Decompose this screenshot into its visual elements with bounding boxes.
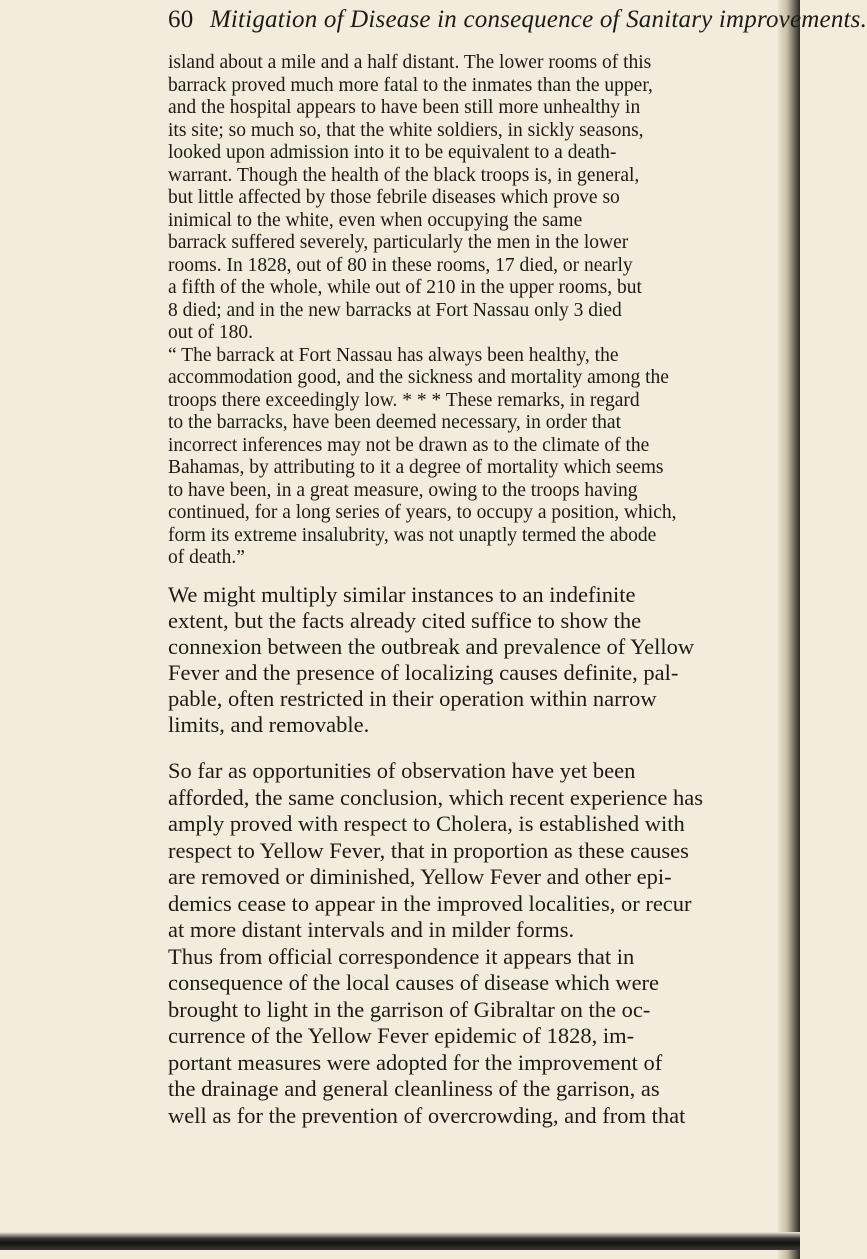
running-title: Mitigation of Disease in consequence of Sanitary improvements. <box>209 6 867 33</box>
text-line: afforded, the same conclusion, which recent experience has <box>168 784 703 810</box>
text-line: at more distant intervals and in milder forms. <box>168 917 575 942</box>
text-line: limits, and removable. <box>168 712 370 737</box>
text-line: demics cease to appear in the improved localities, or recur <box>168 890 692 916</box>
text-line: rooms. In 1828, out of 80 in these rooms, 17 died, or nearly <box>168 254 633 276</box>
text-line: well as for the prevention of overcrowding, and from that <box>168 1102 686 1128</box>
text-line: island about a mile and a half distant. The lower rooms of this <box>168 52 652 73</box>
text-line: So far as opportunities of observation have yet been <box>168 758 636 783</box>
text-line: connexion between the outbreak and prevalence of Yellow <box>168 634 695 659</box>
text-line: a fifth of the whole, while out of 210 in the upper rooms, but <box>168 277 642 298</box>
quote-line: “ The barrack at Fort Nassau has always been healthy, the <box>168 344 619 366</box>
running-header <box>168 6 867 34</box>
page-number: 60 <box>168 6 194 33</box>
text-line: currence of the Yellow Fever epidemic of 1828, im- <box>168 1023 635 1048</box>
quote-line: form its extreme insalubrity, was not unaptly termed the abode <box>168 524 657 546</box>
quote-line: continued, for a long series of years, to occupy a position, which, <box>168 502 677 523</box>
text-line: respect to Yellow Fever, that in proportion as these causes <box>168 837 689 863</box>
text-line: barrack proved much more fatal to the inmates than the upper, <box>168 74 653 96</box>
text-line: portant measures were adopted for the improvement of <box>168 1049 663 1075</box>
text-line: brought to light in the garrison of Gibraltar on the oc- <box>168 996 651 1022</box>
text-line: amply proved with respect to Cholera, is established with <box>168 811 685 836</box>
quote-line: Bahamas, by attributing to it a degree of mortality which seems <box>168 457 664 478</box>
paragraph-yellow-fever-instances <box>168 582 770 738</box>
quote-line: troops there exceedingly low. * * * These remarks, in regard <box>168 389 640 411</box>
quote-line: of death.” <box>168 547 245 568</box>
text-line: warrant. Though the health of the black troops is, in general, <box>168 164 640 186</box>
quote-line: accommodation good, and the sickness and mortality among the <box>168 367 669 388</box>
text-line: inimical to the white, even when occupying the same <box>168 209 583 231</box>
text-line: and the hospital appears to have been still more unhealthy in <box>168 97 641 118</box>
text-line: the drainage and general cleanliness of the garrison, as <box>168 1076 660 1101</box>
text-line: are removed or diminished, Yellow Fever and other epi- <box>168 864 672 889</box>
text-line: looked upon admission into it to be equivalent to a death- <box>168 142 617 163</box>
text-line: We might multiply similar instances to an indefinite <box>168 582 636 607</box>
text-line: 8 died; and in the new barracks at Fort Nassau only 3 died <box>168 299 622 321</box>
quote-line: to have been, in a great measure, owing to the troops having <box>168 479 638 501</box>
text-line: out of 180. <box>168 322 254 343</box>
paragraph-barracks <box>168 52 768 570</box>
paragraph-gibraltar <box>168 758 770 1129</box>
text-line: Thus from official correspondence it appears that in <box>168 943 635 969</box>
text-line: but little affected by those febrile diseases which prove so <box>168 187 620 208</box>
text-line: extent, but the facts already cited suffice to show the <box>168 608 642 633</box>
page-bottom-edge <box>0 1232 800 1250</box>
text-line: barrack suffered severely, particularly the men in the lower <box>168 232 629 253</box>
text-line: Fever and the presence of localizing causes definite, pal- <box>168 660 679 685</box>
quote-line: incorrect inferences may not be drawn as to the climate of the <box>168 434 650 456</box>
page-edge-shadow <box>778 0 800 1259</box>
text-line: consequence of the local causes of disease which were <box>168 970 660 995</box>
text-line: pable, often restricted in their operation within narrow <box>168 686 657 711</box>
quote-line: to the barracks, have been deemed necessary, in order that <box>168 412 621 433</box>
text-line: its site; so much so, that the white soldiers, in sickly seasons, <box>168 119 644 141</box>
